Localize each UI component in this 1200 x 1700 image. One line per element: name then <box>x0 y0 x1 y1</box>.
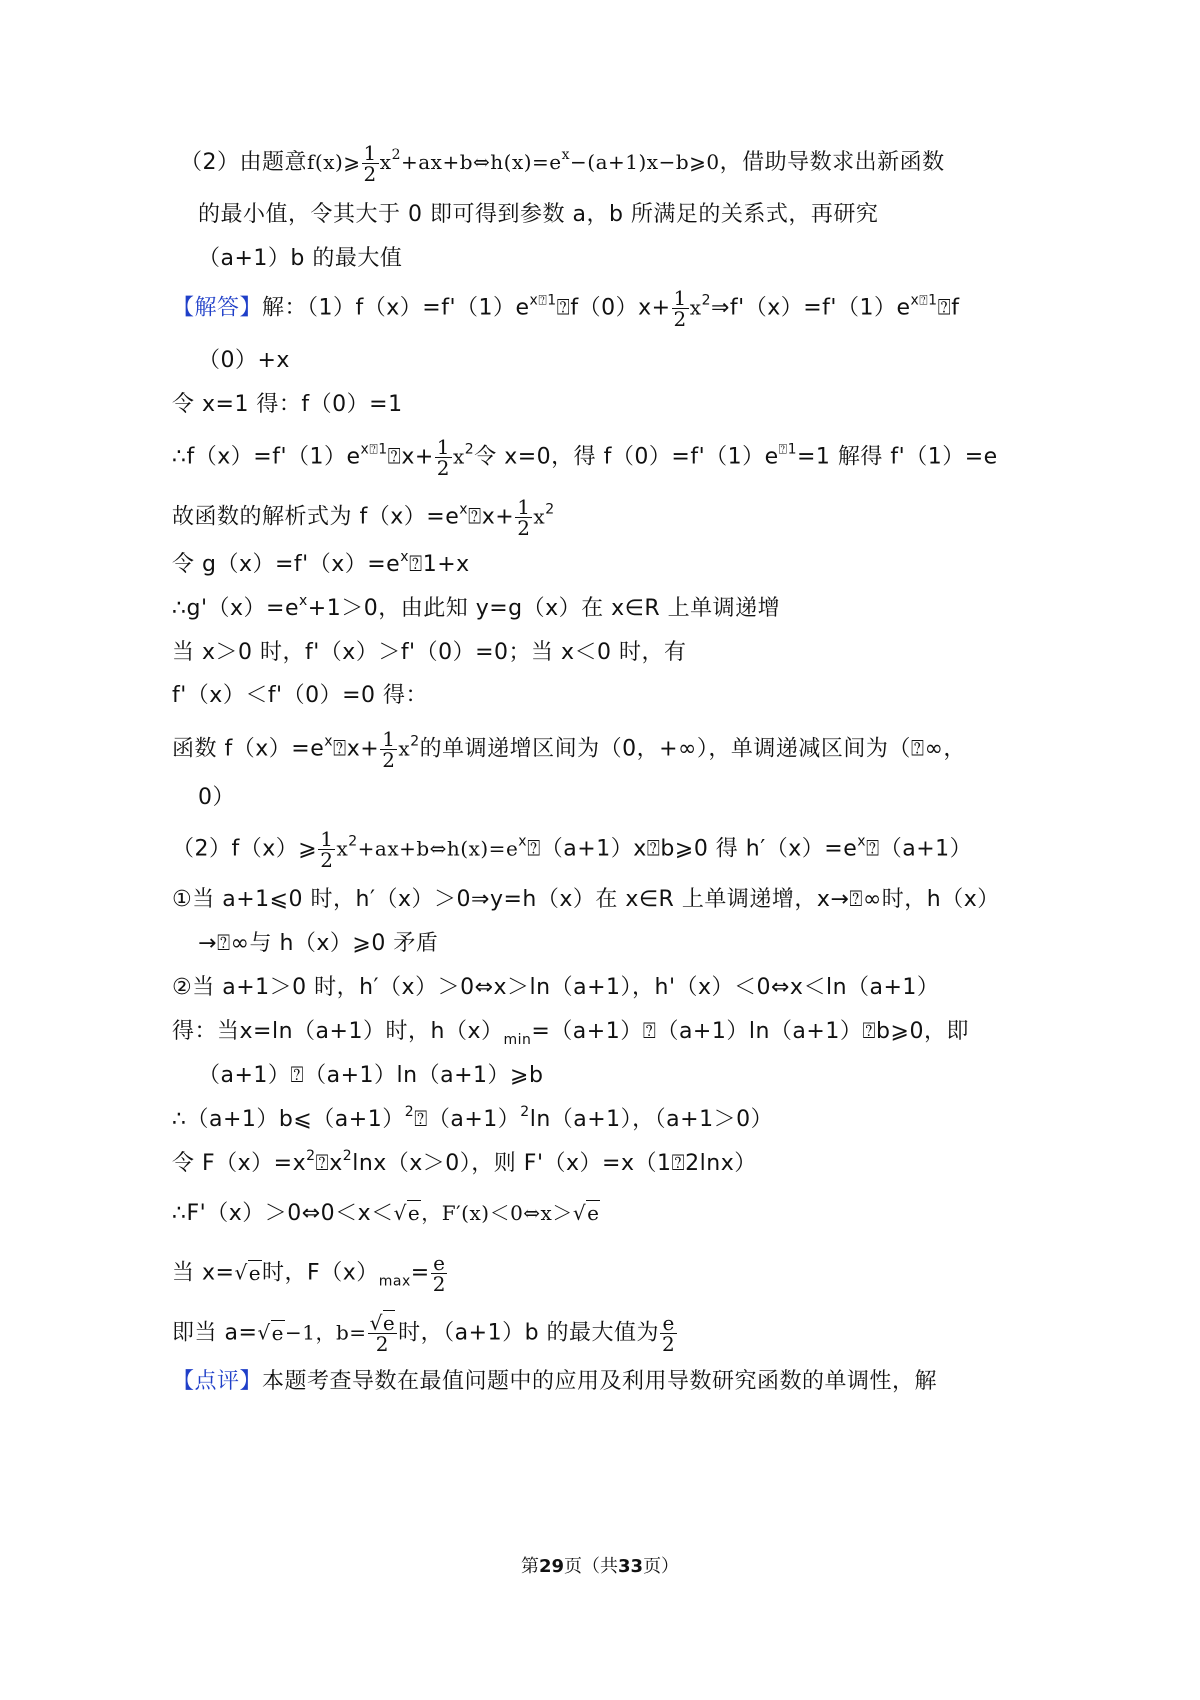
fraction <box>672 288 689 329</box>
solution-line-14 <box>198 928 438 960</box>
missing-glyph: ⍰ <box>527 836 541 862</box>
missing-glyph: ⍰ <box>556 295 571 321</box>
numerator: 1 <box>517 495 531 519</box>
exponent: 2 <box>410 733 420 750</box>
numerator: 1 <box>436 435 451 459</box>
exponent: 2 <box>545 501 555 518</box>
text: =1 解得 f'（1）=e <box>797 444 998 470</box>
sqrt-e: √e <box>257 1320 285 1345</box>
text: ∴（a+1）b⩽（a+1） <box>172 1107 405 1132</box>
word: 时， <box>385 1019 431 1044</box>
text: → <box>198 931 217 956</box>
page-footer <box>0 1552 1200 1578</box>
numerator: 1 <box>382 727 396 751</box>
exponent: x <box>561 147 571 163</box>
text: 当 x= <box>172 1260 235 1286</box>
solution-line-4 <box>172 437 998 478</box>
missing-glyph: ⍰ <box>216 931 231 956</box>
subscript: min <box>503 1032 532 1048</box>
subscript: max <box>378 1273 411 1290</box>
text: ⇒f'（x）=f'（1）e <box>710 295 911 321</box>
text: 0） <box>198 785 235 810</box>
solution-tag: 【解答】 <box>172 295 263 321</box>
numerator: √e <box>369 1311 396 1335</box>
text: 即当 a= <box>172 1320 258 1346</box>
solution-line-6 <box>172 549 470 581</box>
para-2-line2 <box>198 199 878 231</box>
fraction <box>318 829 335 870</box>
solution-line-10 <box>172 729 966 770</box>
word: 当 <box>217 1019 240 1044</box>
text: ∴F'（x）＞0⇔0＜x＜ <box>172 1201 394 1226</box>
para-2-line3 <box>198 243 402 275</box>
exponent: x <box>857 833 867 850</box>
math-text: f(x)⩾ <box>307 150 361 174</box>
text: 函数 f（x）=e <box>172 736 325 762</box>
missing-glyph: ⍰ <box>862 1019 877 1044</box>
text: ∞时，h（x） <box>862 887 1000 912</box>
text: 令 x=0，得 f（0）=f'（1）e <box>474 444 779 470</box>
text: f（0）x+ <box>570 295 671 321</box>
missing-glyph: ⍰ <box>642 1019 657 1044</box>
exponent: x <box>324 733 334 750</box>
text: x+ <box>481 504 515 530</box>
solution-line-3 <box>172 389 403 421</box>
denominator: 2 <box>382 748 396 772</box>
missing-glyph: ⍰ <box>646 836 661 862</box>
text: ∞与 h（x）⩾0 矛盾 <box>230 931 439 956</box>
missing-glyph: ⍰ <box>778 441 788 458</box>
text: ①当 a+1⩽0 时，h′（x）＞0⇒y=h（x）在 x∈R 上单调递增，x→ <box>172 887 850 912</box>
radicand: e <box>407 1201 421 1225</box>
fraction <box>431 1253 448 1294</box>
text: ∴g'（x）=e <box>172 596 299 621</box>
page-number: 29 <box>538 1556 564 1577</box>
missing-glyph: ⍰ <box>315 1151 330 1176</box>
exponent: x⍰1 <box>910 292 938 309</box>
exponent: x <box>400 549 409 565</box>
fraction <box>368 1313 398 1354</box>
text: 1+x <box>422 552 470 577</box>
text: 故函数的解析式为 f（x）=e <box>172 504 460 530</box>
numerator: 1 <box>320 827 334 851</box>
text: 令 F（x）=x <box>172 1151 307 1176</box>
footer-text: 第 <box>520 1556 539 1577</box>
radicand: e <box>271 1320 285 1345</box>
sqrt-e: √e <box>234 1260 262 1285</box>
text: （a+1） <box>198 1063 291 1088</box>
fraction <box>515 497 532 538</box>
exponent: x <box>299 593 308 609</box>
word: （a+1） <box>656 1019 749 1044</box>
text: 的单调递增区间为（0，+∞），单调递减区间为（ <box>419 736 911 762</box>
exponent: 2 <box>464 441 475 458</box>
numerator: 1 <box>673 286 687 310</box>
solution-line-20 <box>172 1197 600 1230</box>
denominator: 2 <box>436 456 451 480</box>
text: 的最小值，令其大于 0 即可得到参数 a，b 所满足的关系式，再研究 <box>198 202 879 227</box>
text: ∞， <box>924 736 966 762</box>
fraction <box>362 143 379 184</box>
word: x=ln <box>239 1019 294 1044</box>
footer-text: 页（共 <box>564 1556 618 1577</box>
text: （a+1） <box>427 1107 521 1132</box>
math-text: −(a+1)x−b⩾0 <box>570 150 720 174</box>
text: （a+1） <box>879 836 973 862</box>
fraction <box>380 729 397 770</box>
exponent: x⍰1 <box>529 292 557 309</box>
text: （a+1）b 的最大值 <box>198 246 403 271</box>
text: lnx（x＞0），则 F'（x）=x（1 <box>352 1151 672 1176</box>
math <box>307 141 720 186</box>
text: （a+1）x <box>540 836 647 862</box>
text: 当 x＞0 时，f'（x）＞f'（0）=0；当 x＜0 时，有 <box>172 640 687 665</box>
exponent: 2 <box>520 1104 530 1120</box>
text: （2）由题意 <box>180 150 307 175</box>
text: ln（a+1），（a+1＞0） <box>529 1107 774 1132</box>
solution-line-1 <box>172 288 960 329</box>
exponent: 2 <box>348 833 358 850</box>
fraction <box>660 1313 677 1354</box>
denominator: 2 <box>363 162 377 186</box>
text: x+ <box>346 736 380 762</box>
denominator: 2 <box>673 307 687 331</box>
exponent: 2 <box>391 147 401 163</box>
solution-line-22 <box>172 1313 678 1354</box>
solution-line-2 <box>198 345 290 377</box>
word: 得： <box>172 1019 218 1044</box>
word: h <box>430 1019 445 1044</box>
exponent: x <box>518 833 528 850</box>
math-text: −1，b= <box>285 1320 367 1345</box>
numerator: e <box>662 1311 675 1335</box>
solution-line-19 <box>172 1148 757 1180</box>
text: 令 g（x）=f'（x）=e <box>172 552 401 577</box>
word: （a+1） <box>293 1019 386 1044</box>
math-var: x <box>398 736 411 761</box>
exponent: 1 <box>787 441 797 458</box>
missing-glyph: ⍰ <box>468 504 482 530</box>
total-pages: 33 <box>618 1556 644 1577</box>
denominator: 2 <box>517 516 531 540</box>
text: 本题考查导数在最值问题中的应用及利用导数研究函数的单调性，解 <box>262 1369 938 1394</box>
missing-glyph: ⍰ <box>866 836 880 862</box>
text: b⩾0 得 h′（x）=e <box>660 836 858 862</box>
exponent: x <box>459 501 469 518</box>
solution-line-5 <box>172 497 555 538</box>
math-var: x <box>689 295 702 320</box>
denominator: 2 <box>662 1332 676 1356</box>
solution-line-12 <box>172 829 972 870</box>
text: （0）+x <box>198 348 290 373</box>
radicand: e <box>382 1311 396 1335</box>
word: （x） <box>444 1019 504 1044</box>
solution-line-21: 当 x=√e时，$F(x)_{max}=$ $\frac{e}{2}$ <box>172 1251 446 1296</box>
text: ，借助导数求出新函数 <box>719 150 945 175</box>
text: ∴f（x）=f'（1）e <box>172 444 361 470</box>
sqrt-e: √e <box>393 1201 421 1225</box>
text: （2）f（x）⩾ <box>172 836 318 862</box>
text: 令 x=1 得：f（0）=1 <box>172 392 403 417</box>
comment-line <box>172 1366 937 1398</box>
footer-text: 页） <box>643 1556 680 1577</box>
numerator: 1 <box>363 141 377 165</box>
solution-line-13 <box>172 884 1000 916</box>
denominator: 2 <box>375 1332 389 1356</box>
math-var: x <box>336 836 349 861</box>
math-var: x <box>453 444 465 469</box>
solution-line-17 <box>198 1060 543 1092</box>
missing-glyph: ⍰ <box>290 1063 305 1088</box>
text: f <box>951 295 960 321</box>
text: x <box>329 1151 343 1176</box>
solution-line-9 <box>172 680 428 712</box>
exponent: 2 <box>404 1104 415 1120</box>
missing-glyph: ⍰ <box>333 736 347 762</box>
exponent: 2 <box>306 1148 316 1164</box>
missing-glyph: ⍰ <box>409 552 423 577</box>
solution-line-11 <box>198 782 235 814</box>
fraction <box>435 437 452 478</box>
missing-glyph: ⍰ <box>937 295 952 321</box>
math-text: +ax+b⇔h(x)=e <box>357 836 519 861</box>
solution-line-15 <box>172 972 939 1004</box>
word: 即 <box>946 1019 969 1044</box>
exponent: x⍰1 <box>360 441 388 458</box>
word: =（a+1） <box>531 1019 643 1044</box>
text: 解：（1）f（x）=f'（1）e <box>262 295 530 321</box>
solution-line-7 <box>172 593 780 625</box>
radicand: e <box>587 1201 600 1225</box>
missing-glyph: ⍰ <box>910 736 925 762</box>
numerator: e <box>433 1251 446 1275</box>
solution-line-8 <box>172 637 687 669</box>
solution-line-16 <box>172 1016 969 1048</box>
math-text: ，F′(x)＜0⇔x＞ <box>421 1201 573 1225</box>
math-var: x <box>533 504 546 529</box>
text: （a+1）ln（a+1）⩾b <box>304 1063 544 1088</box>
denominator: 2 <box>432 1272 446 1296</box>
text: +1＞0，由此知 y=g（x）在 x∈R 上单调递增 <box>307 596 781 621</box>
missing-glyph: ⍰ <box>414 1107 428 1132</box>
exponent: 2 <box>701 292 711 309</box>
missing-glyph: ⍰ <box>849 887 863 912</box>
text: 2lnx） <box>685 1151 757 1176</box>
text: ②当 a+1＞0 时，h′（x）＞0⇔x＞ln（a+1），h'（x）＜0⇔x＜ln（a+1） <box>172 975 940 1000</box>
sqrt-e: √e <box>572 1201 600 1225</box>
missing-glyph: ⍰ <box>671 1151 686 1176</box>
radicand: e <box>248 1260 262 1285</box>
comment-tag: 【点评】 <box>172 1369 263 1394</box>
word: （a+1） <box>769 1019 863 1044</box>
text: f'（x）＜f'（0）=0 得： <box>172 683 429 708</box>
solution-line-18 <box>172 1104 773 1136</box>
math-text: +ax+b⇔h(x)=e <box>400 150 562 174</box>
missing-glyph: ⍰ <box>387 444 402 470</box>
word: ln <box>748 1019 770 1044</box>
math-var: x <box>379 150 392 174</box>
exponent: 2 <box>342 1148 353 1164</box>
text: 时，（a+1）b 的最大值为 <box>398 1320 660 1346</box>
para-2-intro <box>180 143 945 184</box>
text: 时，F（x） <box>262 1260 379 1286</box>
word: b⩾0， <box>876 1019 947 1044</box>
text: x+ <box>401 444 434 470</box>
denominator: 2 <box>320 848 334 872</box>
